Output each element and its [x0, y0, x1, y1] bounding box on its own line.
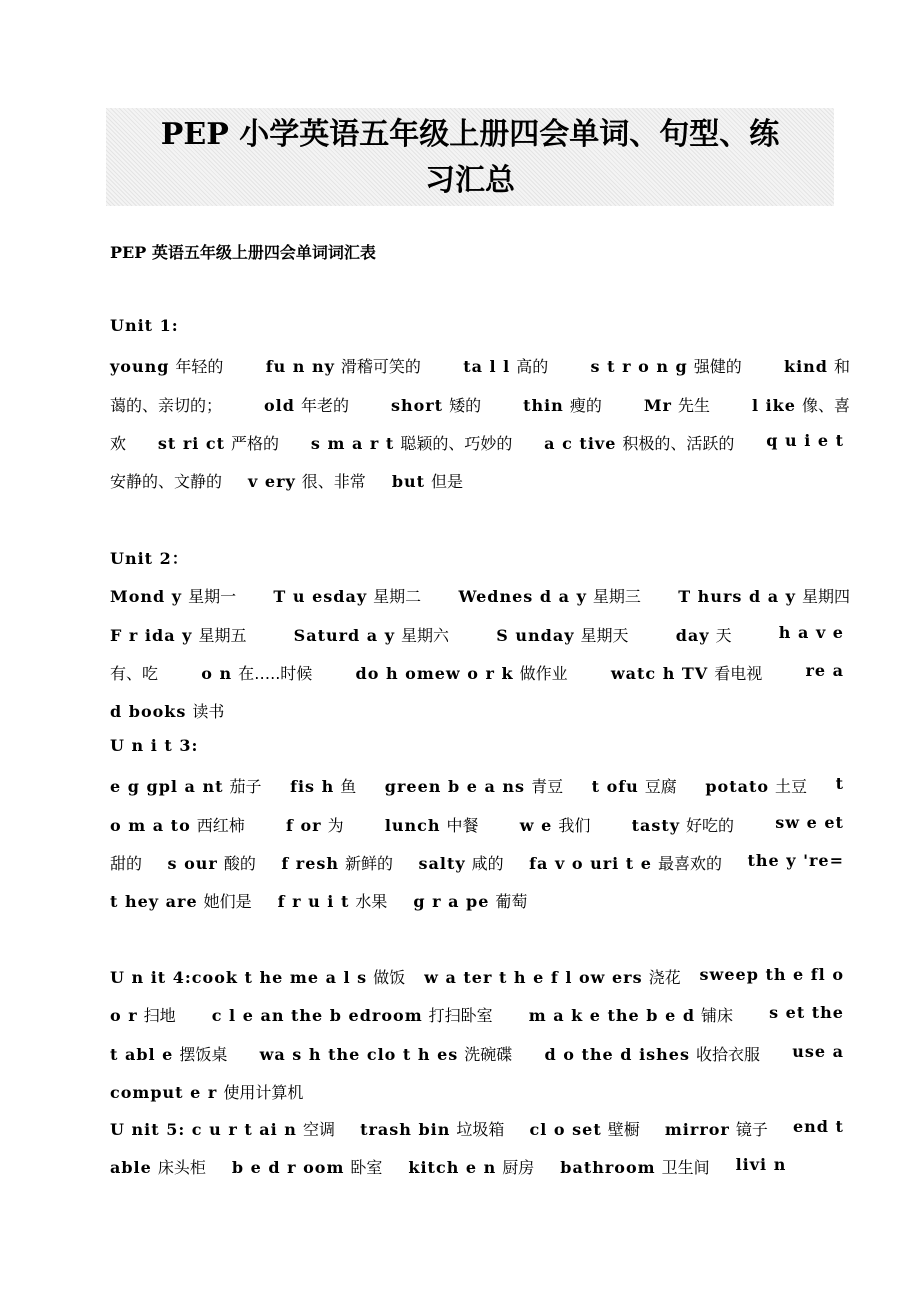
title-line-2: 习汇总: [425, 163, 515, 198]
chinese-meaning: 星期一: [188, 587, 237, 607]
chinese-meaning: 聪颖的、巧妙的: [400, 433, 513, 453]
chinese-meaning: 鱼: [340, 777, 357, 797]
english-word: sw e et: [775, 812, 844, 832]
chinese-meaning: 中餐: [446, 815, 479, 835]
vocab-item: [792, 1042, 850, 1065]
chinese-meaning: 豆腐: [644, 777, 677, 797]
chinese-meaning: 严格的: [231, 433, 280, 453]
vocab-item: [530, 1117, 640, 1140]
english-word: kind: [784, 357, 828, 377]
vocab-line: [110, 623, 850, 646]
chinese-meaning: 铺床: [701, 1006, 734, 1026]
chinese-meaning: 星期五: [198, 625, 247, 645]
vocab-line: [110, 1042, 850, 1065]
english-word: e g gpl a nt: [110, 777, 224, 797]
vocab-item: [311, 431, 512, 454]
vocab-item: [110, 1003, 176, 1026]
chinese-meaning: 为: [327, 815, 344, 835]
english-word: S unday: [496, 625, 575, 645]
vocab-item: [385, 813, 479, 836]
english-word: tasty: [631, 815, 681, 835]
vocab-item: [784, 354, 850, 377]
english-word: kitch e n: [408, 1158, 497, 1178]
chinese-meaning: 但是: [431, 472, 464, 492]
vocab-line: [110, 889, 850, 912]
vocab-item: [419, 851, 504, 874]
english-word: comput e r: [110, 1082, 218, 1102]
chinese-meaning: 床头柜: [157, 1158, 206, 1178]
document-title: [106, 108, 834, 206]
vocab-item: [110, 431, 126, 454]
english-word: potato: [705, 777, 770, 797]
vocab-line: [110, 1117, 850, 1140]
chinese-meaning: 天: [715, 625, 732, 645]
vocab-item: [591, 354, 742, 377]
english-word: old: [264, 395, 295, 415]
chinese-meaning: 星期天: [580, 625, 629, 645]
vocab-item: [520, 813, 591, 836]
vocab-item: [248, 469, 366, 492]
vocab-item: [644, 393, 710, 416]
vocab-item: [747, 851, 850, 874]
chinese-meaning: 使用计算机: [223, 1082, 304, 1102]
unit-heading: Unit 2：: [110, 549, 189, 568]
chinese-meaning: 最喜欢的: [657, 853, 722, 873]
vocab-item: [278, 889, 388, 912]
english-word: bathroom: [560, 1158, 656, 1178]
vocab-item: [110, 1080, 303, 1103]
english-word: l ike: [751, 395, 796, 415]
chinese-meaning: 和: [833, 357, 850, 377]
vocabulary-subtitle: PEP 英语五年级上册四会单词词汇表: [110, 243, 376, 262]
vocab-line: [110, 393, 850, 416]
vocab-line: [110, 661, 850, 684]
vocab-line: [110, 584, 850, 607]
english-word: U n it 4:cook t he me a l s: [110, 968, 368, 987]
vocab-item: [110, 774, 262, 797]
vocab-item: [110, 965, 405, 988]
english-word: o n: [201, 663, 233, 683]
english-word: day: [675, 625, 710, 645]
chinese-meaning: 年老的: [300, 395, 349, 415]
english-word: cl o set: [529, 1120, 602, 1139]
english-word: o r: [110, 1006, 138, 1026]
vocab-item: [110, 1042, 227, 1065]
chinese-meaning: 看电视: [714, 663, 763, 683]
vocab-item: [356, 661, 568, 684]
chinese-meaning: 甜的: [110, 853, 143, 873]
english-word: fu n ny: [265, 357, 335, 377]
english-word: f or: [286, 815, 322, 835]
chinese-meaning: 星期二: [373, 587, 422, 607]
english-word: use a: [792, 1041, 844, 1061]
vocab-line: [110, 1080, 850, 1103]
chinese-meaning: 滑稽可笑的: [340, 357, 421, 377]
vocab-item: [793, 1117, 850, 1140]
english-word: st ri ct: [157, 433, 226, 453]
vocab-item: [266, 354, 421, 377]
vocab-item: [560, 1155, 709, 1178]
english-word: mirror: [664, 1120, 730, 1139]
chinese-meaning: 很、非常: [301, 472, 366, 492]
chinese-meaning: 茄子: [229, 777, 262, 797]
vocab-item: [273, 584, 421, 607]
english-word: o m a to: [110, 815, 191, 835]
vocab-item: [110, 1155, 206, 1178]
vocab-item: [752, 393, 850, 416]
vocab-item: [458, 584, 640, 607]
chinese-meaning: 浇花: [648, 968, 681, 987]
english-word: s m a r t: [310, 433, 395, 453]
vocab-item: [281, 851, 393, 874]
chinese-meaning: 安静的、文静的: [110, 472, 223, 492]
chinese-meaning: 新鲜的: [345, 853, 394, 873]
vocab-item: [286, 813, 344, 836]
chinese-meaning: 瘦的: [569, 395, 602, 415]
chinese-meaning: 水果: [355, 892, 388, 912]
english-word: Mr: [643, 395, 672, 415]
english-word: h a v e: [778, 622, 844, 642]
chinese-meaning: 壁橱: [607, 1120, 640, 1139]
vocab-item: [592, 774, 677, 797]
vocab-item: [632, 813, 734, 836]
vocab-item: [168, 851, 256, 874]
english-word: t: [835, 774, 844, 794]
english-word: Mond y: [110, 587, 183, 607]
english-word: salty: [418, 853, 466, 873]
chinese-meaning: 西红柿: [196, 815, 245, 835]
chinese-meaning: 读书: [192, 702, 225, 722]
vocab-item: [836, 774, 850, 797]
unit-heading: Unit 1:: [110, 316, 179, 335]
vocab-item: [110, 851, 142, 874]
title-line-1: PEP 小学英语五年级上册四会单词、句型、练: [160, 117, 780, 152]
english-word: U nit 5: c u r t ai n: [110, 1120, 297, 1139]
vocab-item: [110, 469, 222, 492]
unit-heading: U n i t 3:: [110, 736, 199, 755]
vocab-line: [110, 965, 850, 988]
vocab-item: [392, 469, 463, 492]
chinese-meaning: 先生: [677, 395, 710, 415]
vocab-item: [700, 965, 850, 988]
vocab-item: [294, 623, 449, 646]
vocab-line: [110, 431, 850, 454]
english-word: t ofu: [591, 777, 639, 797]
chinese-meaning: 卫生间: [661, 1158, 710, 1178]
english-word: Saturd a y: [293, 625, 396, 645]
vocab-item: [779, 623, 850, 646]
english-word: m a k e the b e d: [528, 1006, 695, 1026]
vocab-item: [413, 889, 527, 912]
chinese-meaning: 像、喜: [801, 395, 850, 415]
chinese-meaning: 强健的: [693, 357, 742, 377]
english-word: T u esday: [273, 587, 368, 607]
chinese-meaning: 蔼的、亲切的；: [110, 395, 223, 415]
vocab-item: [158, 431, 279, 454]
chinese-meaning: 卧室: [350, 1158, 383, 1178]
vocab-item: [110, 889, 252, 912]
english-word: q u i e t: [766, 430, 844, 450]
english-word: able: [110, 1158, 152, 1178]
english-word: a c tive: [544, 433, 617, 453]
english-word: d books: [110, 702, 187, 722]
vocab-item: [705, 774, 807, 797]
vocab-item: [110, 393, 222, 416]
english-word: short: [390, 395, 444, 415]
english-word: g r a pe: [413, 892, 490, 912]
english-word: t hey are: [110, 892, 198, 912]
vocab-item: [545, 1042, 760, 1065]
english-word: s t r o n g: [590, 357, 688, 377]
vocab-line: [110, 851, 850, 874]
vocab-item: [665, 1117, 768, 1140]
english-word: thin: [523, 395, 564, 415]
vocab-item: [110, 584, 236, 607]
vocab-item: [360, 1117, 504, 1140]
vocab-item: [110, 1117, 335, 1140]
chinese-meaning: 在…..时候: [238, 663, 313, 683]
english-word: ta l l: [463, 357, 511, 377]
vocab-item: [766, 431, 850, 454]
vocab-item: [611, 661, 762, 684]
chinese-meaning: 垃圾箱: [456, 1120, 505, 1139]
vocab-line: [110, 813, 850, 836]
chinese-meaning: 她们是: [203, 892, 252, 912]
vocab-line: [110, 1155, 850, 1178]
english-word: but: [391, 472, 426, 492]
english-word: lunch: [384, 815, 441, 835]
english-word: re a: [805, 660, 844, 680]
vocab-item: [110, 699, 224, 722]
vocab-item: [110, 623, 246, 646]
english-word: Wednes d a y: [458, 587, 587, 607]
chinese-meaning: 好吃的: [686, 815, 735, 835]
chinese-meaning: 有、吃: [110, 663, 159, 683]
vocab-item: [212, 1003, 493, 1026]
english-word: sweep th e fl o: [699, 965, 844, 984]
vocab-item: [676, 623, 732, 646]
vocab-item: [201, 661, 312, 684]
chinese-meaning: 矮的: [449, 395, 482, 415]
chinese-meaning: 葡萄: [495, 892, 528, 912]
chinese-meaning: 年轻的: [175, 357, 224, 377]
english-word: fis h: [290, 777, 335, 797]
vocab-item: [424, 965, 681, 988]
english-word: s our: [167, 853, 218, 873]
english-word: t abl e: [110, 1044, 174, 1064]
chinese-meaning: 咸的: [471, 853, 504, 873]
english-word: f r u i t: [277, 892, 350, 912]
english-word: d o the d ishes: [544, 1044, 690, 1064]
english-word: the y 're=: [747, 850, 844, 870]
english-word: wa s h the clo t h es: [259, 1044, 459, 1064]
vocab-item: [769, 1003, 850, 1026]
vocab-item: [775, 813, 850, 836]
english-word: young: [110, 357, 170, 377]
english-word: livi n: [735, 1155, 787, 1175]
chinese-meaning: 做作业: [519, 663, 568, 683]
chinese-meaning: 积极的、活跃的: [622, 433, 735, 453]
english-word: T hurs d a y: [678, 587, 796, 607]
vocab-item: [496, 623, 628, 646]
vocab-item: [385, 774, 563, 797]
english-word: c l e an the b edroom: [211, 1006, 423, 1026]
chinese-meaning: 摆饭桌: [179, 1044, 228, 1064]
chinese-meaning: 酸的: [223, 853, 256, 873]
vocab-item: [232, 1155, 383, 1178]
vocab-item: [110, 813, 245, 836]
vocab-item: [529, 851, 722, 874]
vocab-item: [408, 1155, 534, 1178]
vocab-item: [260, 1042, 513, 1065]
vocab-item: [678, 584, 850, 607]
english-word: do h omew o r k: [355, 663, 514, 683]
english-word: fa v o uri t e: [529, 853, 652, 873]
english-word: end t: [792, 1117, 844, 1136]
vocab-item: [736, 1155, 793, 1178]
vocab-item: [264, 393, 349, 416]
english-word: trash bin: [360, 1120, 451, 1139]
chinese-meaning: 扫地: [143, 1006, 176, 1026]
vocab-item: [544, 431, 734, 454]
vocab-item: [391, 393, 481, 416]
vocab-item: [110, 661, 158, 684]
english-word: v ery: [248, 472, 296, 492]
chinese-meaning: 收拾衣服: [695, 1044, 760, 1064]
english-word: w e: [519, 815, 553, 835]
vocab-item: [110, 354, 223, 377]
chinese-meaning: 星期六: [401, 625, 450, 645]
chinese-meaning: 我们: [558, 815, 591, 835]
chinese-meaning: 青豆: [531, 777, 564, 797]
chinese-meaning: 空调: [302, 1120, 335, 1139]
chinese-meaning: 土豆: [775, 777, 808, 797]
english-word: watc h TV: [610, 663, 709, 683]
chinese-meaning: 做饭: [373, 968, 406, 987]
chinese-meaning: 打扫卧室: [428, 1006, 493, 1026]
english-word: s et the: [769, 1003, 844, 1023]
vocab-line: [110, 699, 850, 722]
chinese-meaning: 厨房: [502, 1158, 535, 1178]
vocab-item: [529, 1003, 733, 1026]
chinese-meaning: 星期四: [801, 587, 850, 607]
vocab-line: [110, 1003, 850, 1026]
vocab-line: [110, 469, 850, 492]
vocab-item: [805, 661, 850, 684]
vocab-item: [463, 354, 548, 377]
vocab-item: [523, 393, 602, 416]
chinese-meaning: 洗碗碟: [464, 1044, 513, 1064]
chinese-meaning: 欢: [110, 433, 127, 453]
vocab-line: [110, 354, 850, 377]
chinese-meaning: 高的: [516, 357, 549, 377]
vocab-item: [290, 774, 356, 797]
vocab-line: [110, 774, 850, 797]
english-word: F r ida y: [110, 625, 193, 645]
english-word: f resh: [281, 853, 340, 873]
chinese-meaning: 星期三: [592, 587, 641, 607]
english-word: green b e a ns: [384, 777, 526, 797]
english-word: w a ter t h e f l ow ers: [424, 968, 643, 987]
chinese-meaning: 镜子: [735, 1120, 768, 1139]
english-word: b e d r oom: [231, 1158, 345, 1178]
